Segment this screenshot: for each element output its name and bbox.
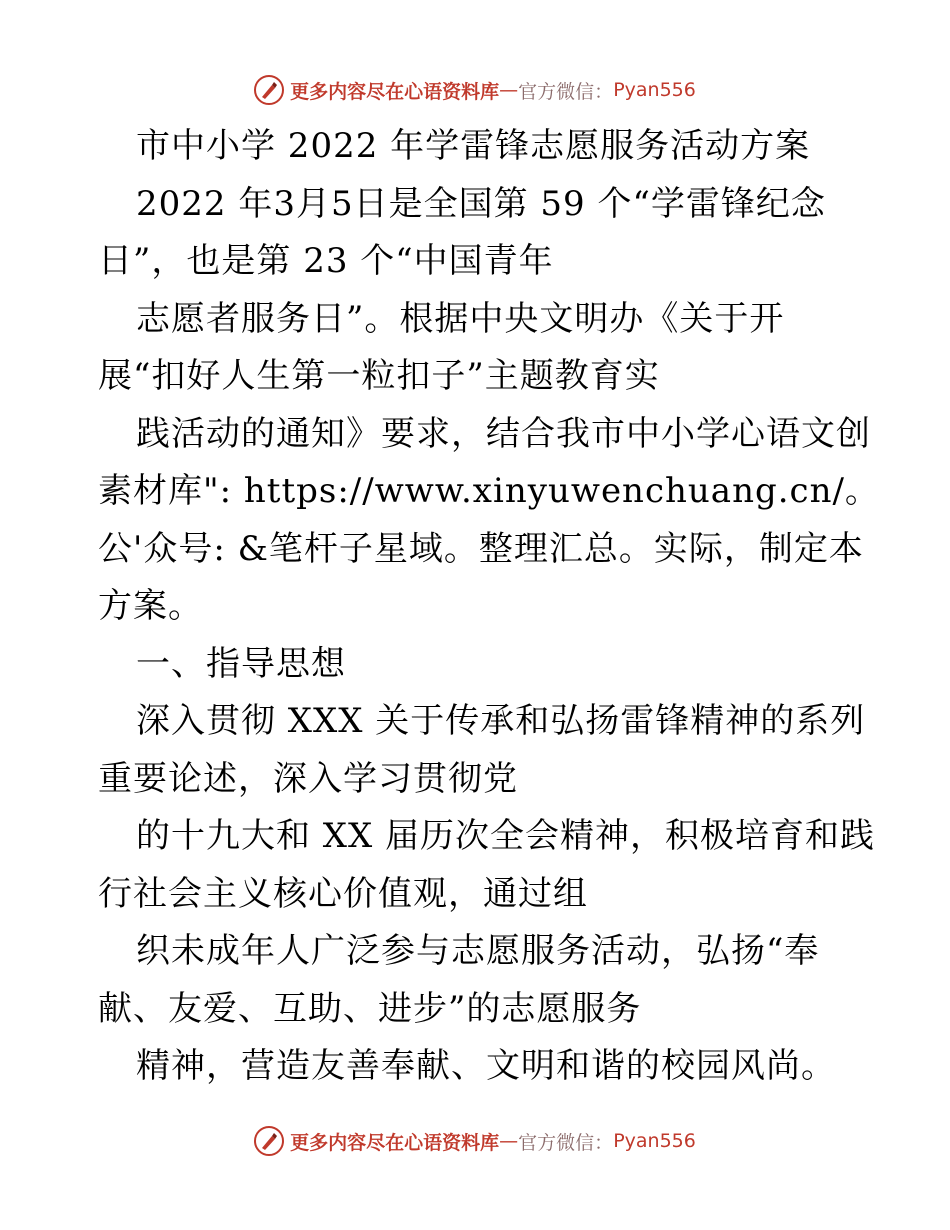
paragraph-line: 重要论述，深入学习贯彻党 [98, 758, 518, 799]
pen-logo-icon [254, 1126, 284, 1156]
paragraph-line: 志愿者服务日”。根据中央文明办《关于开 [136, 298, 785, 339]
banner-dash: — [499, 1130, 519, 1152]
paragraph-line: 织未成年人广泛参与志愿服务活动，弘扬“奉 [136, 931, 820, 971]
banner-main-text: 更多内容尽在心语资料库 [290, 80, 500, 103]
paragraph-line: 践活动的通知》要求，结合我市中小学心语文创 [136, 413, 871, 454]
paragraph-line: 的十九大和 XX 届历次全会精神，积极培育和践 [136, 816, 876, 856]
header-banner [0, 70, 950, 110]
document-body [98, 118, 880, 1096]
paragraph-line: 公'众号: &笔杆子星域。整理汇总。实际，制定本 [98, 528, 864, 569]
paragraph-line: 素材库": https://www.xinyuwenchuang.cn/。 [98, 471, 880, 511]
paragraph-line: 深入贯彻 XXX 关于传承和弘扬雷锋精神的系列 [136, 701, 866, 741]
document-title: 市中小学 2022 年学雷锋志愿服务活动方案 [136, 126, 811, 166]
banner-main-text: 更多内容尽在心语资料库 [290, 1131, 500, 1154]
paragraph-line: 展“扣好人生第一粒扣子”主题教育实 [98, 356, 660, 396]
footer-banner [0, 1121, 950, 1161]
paragraph-line: 日”，也是第 23 个“中国青年 [98, 241, 554, 281]
paragraph-line: 献、友爱、互助、进步”的志愿服务 [98, 988, 642, 1029]
banner-sub-text: 官方微信： [518, 80, 614, 103]
paragraph-line: 行社会主义核心价值观，通过组 [98, 873, 588, 914]
section-heading: 一、指导思想 [136, 643, 346, 684]
paragraph-line: 精神，营造友善奉献、文明和谐的校园风尚。 [136, 1046, 836, 1086]
paragraph-line: 2022 年3月5日是全国第 59 个“学雷锋纪念 [136, 183, 826, 224]
banner-sub-text: 官方微信： [518, 1131, 614, 1154]
banner-wechat-id: Pyan556 [613, 1130, 696, 1152]
banner-wechat-id: Pyan556 [613, 79, 696, 101]
paragraph-line: 方案。 [98, 586, 203, 626]
banner-dash: — [499, 79, 519, 101]
pen-logo-icon [254, 75, 284, 105]
